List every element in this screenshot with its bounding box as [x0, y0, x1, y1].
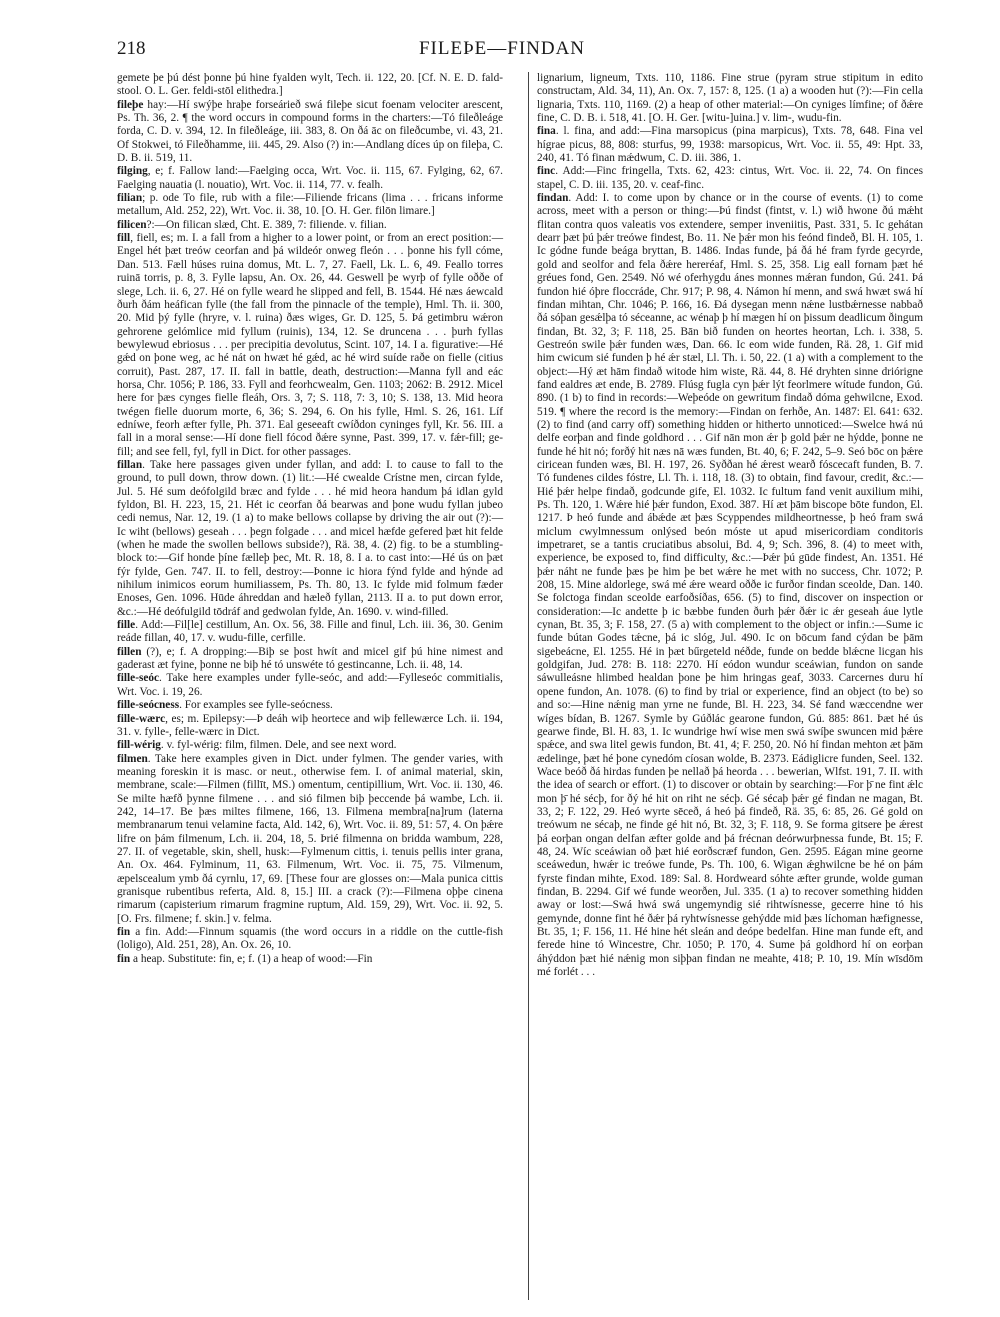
entry-text: . Take here examples under fylle-seóc, and add:—Fylleseóc commitialis, Wrt. Voc. i. 19, 26.: [117, 672, 503, 698]
dictionary-entry: [117, 739, 503, 752]
entry-text: , e; f. Fallow land:—Faelging occa, Wrt. Voc. ii. 115, 67. Fylging, 62, 67. Faelging nauatia (l. nouatio), Wrt. Voc. ii. 114, 77. v. fealh.: [117, 165, 503, 191]
entry-headword: filmen: [117, 752, 148, 765]
dictionary-entry: [537, 125, 923, 165]
page-header: [117, 38, 887, 66]
entry-text: hay:—Hí swýþe hraþe forseárieð swá fileþe sicut foenam velociter arescent, Ps. Th. 36, 2. ¶ the word occurs in compound forms in the charters:—Tó fileðleáge forda, C. D. v. 394, 12. In fileðleáge, iii. 383, 8. On ðá āc on fileðcumbe, vi. 43, 21. Of Stokwei, tó Fileðhamme, iii. 445, 29. Also (?) in:—Andlang díces úp on fileþa, C. D. B. ii. 519, 11.: [117, 98, 503, 165]
dictionary-entry: [117, 165, 503, 192]
dictionary-entry: [117, 72, 503, 99]
dictionary-entry: [117, 99, 503, 166]
entry-headword: fin: [117, 952, 131, 965]
entry-text: . l. fina, and add:—Fina marsopicus (pina marpicus), Txts. 78, 648. Fina vel hígrae picus, 88, 808: sturfus, 99, 1938: marsopicus, Wrt. Voc. ii. 55, 49: Hpt. 33, 240, 41. Tó finan mǽdwum, C. D. iii. 386, 1.: [537, 125, 923, 165]
entry-headword: fileþe: [117, 98, 144, 111]
dictionary-entry: [117, 953, 503, 966]
entry-text: . v. fyl-wérig: film, filmen. Dele, and see next word.: [160, 739, 397, 752]
dictionary-entry: [117, 672, 503, 699]
entry-text: , fiell, es; m. I. a fall from a higher to a lower point, or from an erect position:—Engel hét þæt treów ceorfan and þá wildeór onweg fleón . . . þonne his fyll cóme, Dan. 513. Fæll húses ruina domus, Mt. L. 7, 27. Faell, Lk. L. 6, 49. Feallo torres ruinā torris, p. 8, 3. Fylle lapsu, An. Ox. 26, 44. Geswell þe wyrþ of fylle oððe of slege, Lch. ii. 6, 27. Hé on fylle weard he slipped and fell, B. 1544. Hé næs áewcald ðurh ðám heáfican fylle (the fall from the pinnacle of the temple), Hml. Th. ii. 300, 20. Mid þý fylle (hryre, v. l. ruina) ðæs wiges, Gr. D. 125, 5. Þá getimbru wǽron gehrorene gelómlice mid fyllum (ruinis), 134, 12. Se druncena . . . þurh fyllas bewylewud ebriosus . . . per precipitia devolutus, Scint. 107, 14. I a. figurative:—Hé gǽd on þone weg, ac hé nát on hwæt hé gǽd, ac hé wird suíde raðe on fielle (citius corruit), Past. 287, 17. II. fall in battle, death, destruction:—Manna fyll and eác horsa, Chr. 1056; P. 186, 33. Fyll and feorhcwealm, Gen. 1103; 2062: B. 2912. Micel here for þæs cynges fielle fleáh, Ors. 3, 7; S. 118, 7: 3, 10; S. 138, 13. Mid heora twégen fielle duorum morte, 6, 36; S. 294, 6. On his fylle, Hml. S. 26, 161. Líf edníwe, feorh æfter fylle, Ph. 371. Eal geseeaft cwíðdon cyninges fyll, Kr. 56. III. a fall in a moral sense:—Hí done fiell fócod ðǽre synne, Past. 399, 17. v. fǽr-fill; ge-fill; and see fell, fyl, fyll in Dict. for other passages.: [117, 232, 503, 458]
entry-text: , es; m. Epilepsy:—Þ deáh wiþ heortece and wiþ fellewærce Lch. ii. 194, 31. v. fylle-, felle-wærc in Dict.: [117, 712, 503, 738]
entry-headword: fin: [117, 926, 131, 938]
entry-headword: fill: [117, 232, 131, 245]
running-head: FILEÞE—FINDAN: [418, 38, 586, 59]
dictionary-entry: [117, 926, 503, 953]
dictionary-entry: [117, 219, 503, 232]
entry-text: ?:—On filican slæd, Cht. E. 389, 7: filiende. v. filian.: [146, 218, 387, 231]
dictionary-entry: [117, 459, 503, 619]
entry-headword: finc: [537, 165, 556, 178]
entry-text: a fin. Add:—Finnum squamis (the word occurs in a riddle on the cuttle-fish (loligo), Ald. 251, 28), An. Ox. 26, 10.: [117, 926, 503, 952]
dictionary-entry: [117, 646, 503, 673]
entry-text: . Take here examples given in Dict. under fylmen. The gender varies, with meaning foreskin it is masc. or neut., otherwise fem. I. of animal material, skin, membrane, scale:—Filmen (fillīt, MS.) omentum, centipillium, Wrt. Voc. ii. 130, 46. Se milte hæfð þynne filmene . . . and sió filmen biþ þeccende þá wambe, Lch. ii. 242, 14–17. Be þæs miltes filmene, 166, 13. Filmena membra[na]rum (laterna membranarum tenui velamine facta, Ald. 142, 6), Wrt. Voc. ii. 89, 51: 57, 4. On þǽre lifre on þám filmenum, Lch. ii. 204, 18, 5. Þrié filmenna on bridda wambum, 228, 27. II. of vegetable, skin, shell, husk:—Fylmenum cittis, i. tenuis pellis inter grana, An. Ox. 464. Fylminum, 11, 63. Filmenum, Wrt. Voc. ii. 75, 75. Vilmenum, æpelscealum ymb ðá cyrnlu, 17, 69. [These four are glosses on:—Mala punica cittis granisque rubentibus referta, Ald. 8, 15.] III. a crack (?):—Filmena oþþe cinena rimarum (capisterium rimarum fragmine ruptum, Ald. 159, 29), Wrt. Voc. ii. 92, 5. [O. Frs. filmene; f. skin.] v. felma.: [117, 752, 503, 925]
right-column: [537, 72, 923, 979]
entry-text: gemete þe þú dést þonne þú hine fyalden wylt, Tech. ii. 122, 20. [Cf. N. E. D. fald-stool. O. L. Ger. feldi-stōl elithedra.]: [117, 72, 503, 98]
entry-headword: fille-wærc: [117, 712, 166, 725]
dictionary-entry: [117, 232, 503, 459]
entry-headword: fille: [117, 619, 136, 632]
dictionary-entry: [117, 699, 503, 712]
entry-text: ; p. ode To file, rub with a file:—Filiende fricans (lima . . . fricans informe metallum, Ald. 252, 22), Wrt. Voc. ii. 38, 10. [O. H. Ger. filōn limare.]: [117, 192, 503, 218]
dictionary-entry: [117, 192, 503, 219]
entry-headword: filicen: [117, 218, 147, 231]
entry-text: a heap. Substitute: fin, e; f. (1) a heap of wood:—Fin: [130, 952, 373, 965]
entry-headword: findan: [537, 192, 569, 205]
dictionary-entry: [537, 165, 923, 192]
dictionary-entry: [537, 192, 923, 979]
dictionary-entry: [117, 619, 503, 646]
entry-headword: filging: [117, 165, 148, 178]
entry-headword: fill-wérig: [117, 739, 161, 752]
entry-headword: filian: [117, 192, 143, 205]
left-column: [117, 72, 503, 966]
column-rule: [528, 72, 529, 1300]
entry-headword: fina: [537, 125, 556, 138]
entry-headword: fillan: [117, 458, 143, 471]
entry-text: . Add:—Finc fringella, Txts. 62, 423: cintus, Wrt. Voc. ii. 22, 74. On finces stapel, C. D. iii. 135, 20. v. ceaf-finc.: [537, 165, 923, 191]
dictionary-entry: [117, 753, 503, 926]
entry-text: . Add: I. to come upon by chance or in the course of events. (1) to come across, meet with a person or thing:—Þú findst (fintst, v. l.) wið hwone ðú mǽht flitan contra quos valeatis vos extendere, semper inveniitis, Past. 331, 5. Ic gehátan dearr þæt þú þǽr treówe findest, Bo. 11. Ne þǽr mon his feónd findeð, Bl. H. 105, 1. Ic gódne funde beága bryttan, B. 1486. Indas funde, þá ðá hé fram fyrde gecyrde, gold and seolfor and fela ðǽre hereréaf, Hml. S. 25, 358. Lig eall fornam þæt hé gréues fond, Gen. 2549. Nó wé oferhygdu ánes monnes mǽran fundon, Gú. 241. Þá fundon hié óþre floccráde, Chr. 917; P. 98, 4. Námon hí menn, and swá hwæt swá hí findan mihtan, Chr. 1046; P. 166, 16. Đá dysegan menn nǽne lustbǽrnesse nabbað ðá sóþan gesǽlþa tó séceanne, ac wénaþ þ hí mægen hí on þissum deadlicum ðingum findan, Bt. 32, 3; F. 118, 25. Bān bið funden on heortes heortan, Lch. i. 338, 5. Gestreón swile þǽr funden wæs, Dan. 66. Ic eom wide funden, Rä. 28, 1. Gif mid him cwicum sié funden þ hé ǽr stæl, Ll. Th. i. 50, 22. (1 a) with a complement to the object:—Hý æt hām findað witode him wiste, Rä. 44, 8. Hé dryhten sinne driórigne fand ealdres æt ende, B. 2789. Flúsg fugla cyn þǽr lýt feorlmere wítude fundon, Gú. 890. (1 b) to find in records:—Weþeóde on gewritum findað dóma gehwilcne, Exod. 519. ¶ where the record is the memory:—Findan on ferhðe, An. 1487: El. 641: 632. (2) to find (and carry off) something hidden or hitherto unnoticed:—Swelce hwá nú delfe eorþan and finde goldhord . . . Gif nān mon ǽr þ gold þǽr ne hýdde, þonne ne funde hé hit nó; forðý hit næs nā wæs funden, Bt. 40, 6; F. 242, 5–9. Seó bōc on þǽre ciricean funden wæs, Bl. H. 197, 26. Syððan hé ǽrest wearð fóscecaft funden, B. 7. Tó fundenes cildes fóstre, Ll. Th. i. 118, 18. (3) to obtain, find favour, credit, &c.:—Hié þǽr helpe findað, godcunde gife, El. 1032. Ic fultum fand venit auxilium mihi, Ps. Th. 120, 1. Wǽre hié þǽr fundon, Exod. 387. Hí æt þām biscope bōte fundon, El. 1217. Þ heó funde and ábǽde æt þæs Scyppendes mildheortnesse, þ heó fram swá miclum cwylmnessum onlýsed beón móste ut apud misericordiam conditoris impetraret, se a tantis cruciatibus absolui, Bd. 4, 9; Sch. 396, 8. (4) to meet with, experience, be exposed to, find difficulty, &c.:—Þǽr þú gūde findest, An. 1351. Hé þǽr náht ne funde þæs þe him þe bet wǽre he met with no success, Chr. 1072; P. 208, 15. Mine aldorlege, swá mé ǽre weard oððe ic furðor findan sceolde, Dan. 140. Se folctoga findan sceolde earfoðsíðas, 656. (5) to find, discover on inspection or consideration:—Ic andette þ ic bæbbe funden ðurh þǽr ðǽr ic ǽr geseah áue lytle cynan, Bt. 35, 3; F. 158, 27. (5 a) with complement to the object or infin.:—Sume ic funde bútan Godes tǽcne, þá ic slóg, Jul. 490. Ic on bōcum fand cýdan be þām sigebeácne, El. 1255. Hé in þæt bűrgeteld néðde, funde on bedde blǽcne licgan his goldgifan, Jud. 278: B. 118: 2270. Hí eódon wundur sceáwian, fundon on sande sáwulleásne hlimbed healdan þone þe him hringas geaf, 3033. Carcernes duru hí opene fundon, An. 1078. (6) to find by trial or experience, find an object (to be) so and so:—Hine nǽnig man yrne ne funde, Bl. H. 223, 34. Sé fand wæccendne wer wíges bídan, B. 1267. Symle by Gúðlác gearone fundon, Gú. 885: 861. Þæt hé ús gearwe finde, Bl. H. 83, 1. Ic wundrige hwí wise men swá swíþe swuncen mid þǽre spǽce, and swa litel gewis fundon, Bt. 41, 4; F. 250, 20. Nó hí findan mehton æt þām ædelinge, þæt hé þone cynedóm cíosan wolde, B. 2373. Eádiglicre funden, Seel. 132. Wace beóð ðá hirdas funden þe nellað þá heorda . . . bewerian, Wlfst. 191, 7. II. with the idea of search or effort. (1) to discover or obtain by searching:—For þ̄ ne fint ǽlc mon þ̄ hé sécþ, for ðý hé hit on riht ne sécþ. Gé sécaþ þǽr gé findan ne magan, Bt. 33, 2; F. 122, 29. Heó wyrte sēceð, á heó þá findeð, Rä. 35, 6: 85, 26. Gé gold on treówum ne sécaþ, ne finde gé hit nó, Bt. 32, 3; F. 118, 9. Se forma gitsere þe ǽrest þá eorþan ongan delfan æfter golde and þá frécnan deórwurþnessa funde, Bt. 15; F. 48, 24. Wíc sceáwian oð þæt hié eorðscræf fundon, Gen. 2595. Eágan mine georne sceáwedun, hwǽr ic treówe funde, Ps. Th. 100, 6. Wigan ǽghwilcne be hé on þám fyrste findan mihte, Exod. 189: Sal. 8. Hordweard sóhte æfter grunde, wolde guman findan, B. 2294. Gif wé funde weorðen, Jul. 335. (1 a) to recover something hidden away or lost:—Swá hwá swá ungemyndig sié rihtwísnesse, gecerre hine tó his gemynde, donne fint hé ðǽr þá ryhtwísnesse gehýdde mid þæs líchoman hæfignesse, Bt. 35, 1; F. 156, 11. Hé hine hét sleán and deópe bedelfan. Hine man funde eft, and ferede hine tó Wincestre, Chr. 1050; P. 170, 4. Sume þá goldhord hí on eorþan áhýddon þæt hié nǽnig mon siþþan findan ne meahte, 418; P. 10, 19. Mín wīsdōm mé forlét . . .: [537, 192, 923, 979]
page-number: 218: [117, 38, 146, 59]
entry-headword: fillen: [117, 645, 142, 658]
dictionary-entry: [117, 713, 503, 740]
entry-text: . For examples see fylle-seócness.: [179, 699, 333, 712]
entry-text: . Add:—Fil[le] cestillum, An. Ox. 56, 38. Fille and finul, Lch. iii. 36, 30. Genim reáde fillan, 40, 17. v. wudu-fille, cerfille.: [117, 619, 503, 645]
entry-headword: fille-seócness: [117, 699, 180, 712]
entry-text: lignarium, ligneum, Txts. 110, 1186. Fine strue (pyram strue stipitum in edito constructam, Ald. 34, 11), An. Ox. 7, 157: 8, 125. (1 a) a wooden hut (?):—Fin cella lignaria, Txts. 110, 1169. (2) a heap of other material:—On cyniges límfine; of ðǽre fine, C. D. B. i. 518, 41. [O. H. Ger. [witu-]uina.] v. lim-, wudu-fin.: [537, 72, 923, 125]
dictionary-entry: [537, 72, 923, 125]
entry-text: (?), e; f. A dropping:—Biþ se þost hwít and micel gif þú hine nimest and gaderast æt fyine, þonne ne biþ hé tó unswéte tó gestincanne, Lch. ii. 48, 14.: [117, 645, 503, 672]
entry-headword: fille-seóc: [117, 672, 160, 685]
entry-text: . Take here passages given under fyllan, and add: I. to cause to fall to the ground, to pull down, throw down. (1) lit.:—Hé cwealde Crístne men, circan fylde, Jul. 5. Hé sum deófolgild bræc and fylde . . . hé mid heora handum þá idlan gyld fyldon, Bl. H. 223, 15, 21. Hét ic ceorfan ðá bearwas and þone wudu fyllan jubeo cedi nemus, Nar. 12, 19. (1 a) to make bellows collapse by driving the air out (?):—Ic wiht (bellows) geseah . . . þegn folgade . . . and micel hæfde gefered þæt hit felde (when he made the swollen bellows subside?), Rä. 38, 4. (2) fig. to be a stumbling-block to:—Gif honde þíne fælleþ þec, Mt. R. 18, 8. I a. to cast into:—Hé ús on þæt fýr fylde, Gen. 747. II. to fell, destroy:—Þonne ic hiora fýnd fylde and hýnde ad nihilum inimicos eorum humiliassem, Ps. Th. 80, 13. Ic fylde mid folmum fæder Enoses, Gen. 1096. Hūde áhreddan and hæleð fyllan, 2113. II a. to put down error, &c.:—Hé deófulgild tōdráf and gedwolan fylde, An. 1690. v. wind-filled.: [117, 458, 503, 618]
